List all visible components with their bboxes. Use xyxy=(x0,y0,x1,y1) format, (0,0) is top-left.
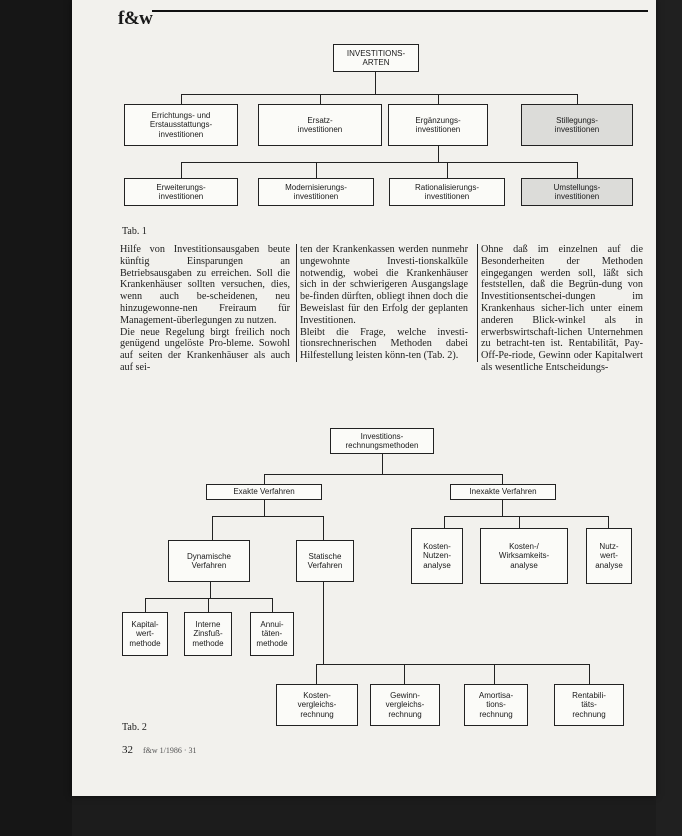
connector-line xyxy=(212,516,324,517)
tab1-level1-box: Errichtungs- und Erstausstattungs- investitionen xyxy=(124,104,238,146)
tab2-method-box: Nutz- wert- analyse xyxy=(586,528,632,584)
connector-line xyxy=(323,516,324,540)
text-column-1: Hilfe von Investitionsausgaben beute künftig Einsparungen an Betriebsausgaben zu erreichen. Soll die Krankenhäuser sollten versuchen, dies, wenn auch be-scheidenen, neu hinzugewonne-nen Freiraum für Management-überlegungen zu nutzen. Die neue Regelung birgt freilich noch genügend ungelöste Pro-bleme. Sowohl auf seiten der Krankenhäuser als auch auf sei- xyxy=(120,244,290,373)
connector-line xyxy=(264,474,502,475)
connector-line xyxy=(438,146,439,162)
tab1-root: INVESTITIONS- ARTEN xyxy=(333,44,419,72)
connector-line xyxy=(316,162,317,178)
connector-line xyxy=(272,598,273,612)
connector-line xyxy=(519,516,520,528)
tab2-method-box: Amortisa- tions- rechnung xyxy=(464,684,528,726)
header-rule xyxy=(152,10,648,12)
connector-line xyxy=(320,94,321,104)
page-number: 32 xyxy=(122,744,133,756)
tab2-inexakt-box: Inexakte Verfahren xyxy=(450,484,556,500)
connector-line xyxy=(145,598,273,599)
tab2-exakt-box: Exakte Verfahren xyxy=(206,484,322,500)
scan-border xyxy=(72,796,656,836)
tab1-level1-box: Stillegungs- investitionen xyxy=(521,104,633,146)
connector-line xyxy=(608,516,609,528)
tab2-method-box: Gewinn- vergleichs- rechnung xyxy=(370,684,440,726)
tab1-caption: Tab. 1 xyxy=(122,226,147,237)
page-edge xyxy=(656,0,682,836)
connector-line xyxy=(502,474,503,484)
tab2-method-box: Kosten-/ Wirksamkeits- analyse xyxy=(480,528,568,584)
book-spine xyxy=(0,0,72,836)
connector-line xyxy=(502,500,503,516)
connector-line xyxy=(447,162,448,178)
connector-line xyxy=(404,664,405,684)
connector-line xyxy=(316,664,317,684)
tab2-method-box: Kosten- Nutzen- analyse xyxy=(411,528,463,584)
connector-line xyxy=(494,664,495,684)
connector-line xyxy=(316,664,590,665)
text-column-2: ten der Krankenkassen werden nunmehr ungewohnte Investi-tionskalküle notwendig, wobei die Krankenhäuser sich in der schwierigeren Ausgangslage be-finden dürften, obliegt ihnen doch die Beweislast für den Erfolg der geplanten Investitionen. Bleibt die Frage, welche investi-tionsrechnerischen Methoden dabei Hilfestellung leisten könn-ten (Tab. 2). xyxy=(300,244,468,362)
column-rule xyxy=(477,244,478,362)
connector-line xyxy=(145,598,146,612)
connector-line xyxy=(264,500,265,516)
tab1-level1-box: Ersatz- investitionen xyxy=(258,104,382,146)
tab2-method-box: Rentabili- täts- rechnung xyxy=(554,684,624,726)
connector-line xyxy=(323,582,324,664)
connector-line xyxy=(589,664,590,684)
connector-line xyxy=(444,516,608,517)
tab2-method-box: Kosten- vergleichs- rechnung xyxy=(276,684,358,726)
page-footer xyxy=(122,744,197,756)
tab1-level2-box: Modernisierungs- investitionen xyxy=(258,178,374,206)
column-rule xyxy=(296,244,297,362)
tab2-method-box: Kapital- wert- methode xyxy=(122,612,168,656)
tab2-method-box: Annui- täten- methode xyxy=(250,612,294,656)
connector-line xyxy=(181,94,577,95)
connector-line xyxy=(181,162,182,178)
tab1-level2-box: Erweiterungs- investitionen xyxy=(124,178,238,206)
journal-logo: f&w xyxy=(118,8,153,29)
tab2-method-box: Interne Zinsfuß- methode xyxy=(184,612,232,656)
connector-line xyxy=(210,582,211,598)
tab1-level2-box: Rationalisierungs- investitionen xyxy=(389,178,505,206)
tab1-level1-box: Ergänzungs- investitionen xyxy=(388,104,488,146)
connector-line xyxy=(438,94,439,104)
connector-line xyxy=(375,72,376,94)
tab2-statisch-box: Statische Verfahren xyxy=(296,540,354,582)
connector-line xyxy=(181,162,577,163)
tab2-root: Investitions- rechnungsmethoden xyxy=(330,428,434,454)
tab2-dynamisch-box: Dynamische Verfahren xyxy=(168,540,250,582)
tab1-level2-box: Umstellungs- investitionen xyxy=(521,178,633,206)
tab2-caption: Tab. 2 xyxy=(122,722,147,733)
connector-line xyxy=(212,516,213,540)
text-column-3: Ohne daß im einzelnen auf die Besonderheiten der Methoden eingegangen werden soll, läßt sich feststellen, daß die Begrün-dung von Investitionsentschei-dungen im Krankenhaus sicher-lich unter einem anderen Blick-winkel als in erwerbswirtschaft-lichen Unternehmen zu betracht-ten ist. Rentabilität, Pay-Off-Pe-riode, Gewinn oder Kapitalwert als wesentliche Entscheidungs- xyxy=(481,244,643,373)
connector-line xyxy=(181,94,182,104)
connector-line xyxy=(577,162,578,178)
footer-source: f&w 1/1986 · 31 xyxy=(143,746,197,755)
connector-line xyxy=(577,94,578,104)
connector-line xyxy=(382,454,383,474)
connector-line xyxy=(208,598,209,612)
connector-line xyxy=(264,474,265,484)
connector-line xyxy=(444,516,445,528)
